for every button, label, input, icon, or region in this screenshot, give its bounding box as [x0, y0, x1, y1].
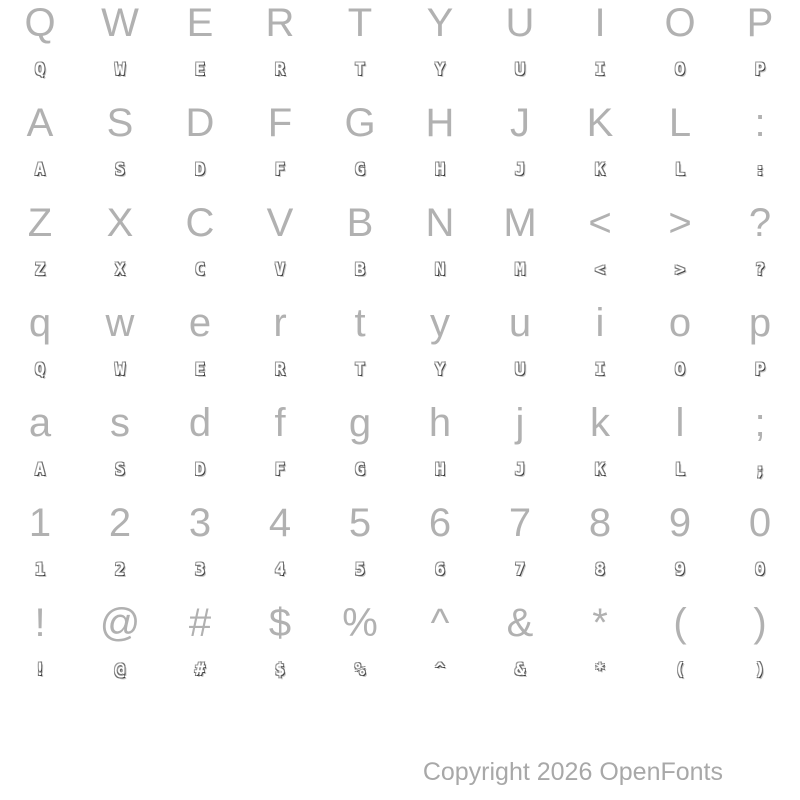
glyph-cell: > — [668, 201, 692, 245]
row-symbols-preview — [0, 650, 800, 700]
glyph-cell: R — [274, 360, 286, 380]
glyph-cell: @ — [114, 660, 126, 680]
glyph-cell: * — [592, 601, 608, 645]
glyph-cell: O — [664, 1, 696, 45]
glyph-cell: Q — [34, 60, 46, 80]
row-uppercase-qwerty-preview — [0, 50, 800, 100]
row-lowercase-qwerty-reference — [0, 300, 800, 350]
glyph-cell: K — [594, 460, 606, 480]
glyph-cell: @ — [99, 601, 141, 645]
glyph-cell: S — [114, 460, 126, 480]
glyph-cell: ( — [673, 601, 687, 645]
glyph-cell: D — [194, 160, 206, 180]
glyph-cell: B — [346, 201, 374, 245]
glyph-cell: Y — [434, 360, 446, 380]
glyph-cell: 6 — [428, 501, 452, 545]
glyph-cell: ? — [748, 201, 772, 245]
glyph-cell: P — [746, 1, 774, 45]
glyph-cell: J — [510, 101, 530, 145]
glyph-cell: Q — [24, 1, 56, 45]
glyph-cell: s — [110, 401, 130, 445]
glyph-cell: I — [594, 1, 606, 45]
glyph-cell: R — [265, 1, 295, 45]
copyright-text: Copyright 2026 OpenFonts — [422, 758, 723, 786]
row-lowercase-qwerty-preview — [0, 350, 800, 400]
glyph-cell: 1 — [34, 560, 46, 580]
glyph-cell: l — [675, 401, 685, 445]
glyph-cell: H — [434, 160, 446, 180]
glyph-cell: E — [194, 360, 206, 380]
glyph-cell: I — [594, 360, 606, 380]
glyph-cell: M — [514, 260, 526, 280]
glyph-cell: V — [266, 201, 294, 245]
glyph-cell: U — [514, 60, 526, 80]
row-uppercase-zxcv-reference — [0, 200, 800, 250]
glyph-cell: 7 — [508, 501, 532, 545]
copyright-footer — [0, 700, 800, 800]
row-lowercase-asdf-reference — [0, 400, 800, 450]
glyph-cell: ; — [754, 401, 766, 445]
glyph-cell: K — [594, 160, 606, 180]
glyph-cell: % — [354, 660, 366, 680]
glyph-cell: G — [344, 101, 376, 145]
glyph-cell: d — [188, 401, 212, 445]
glyph-cell: q — [28, 301, 52, 345]
glyph-cell: D — [185, 101, 215, 145]
glyph-cell: O — [674, 360, 686, 380]
glyph-cell: o — [668, 301, 692, 345]
glyph-cell: > — [674, 260, 686, 280]
glyph-cell: Z — [27, 201, 53, 245]
glyph-cell: A — [26, 101, 54, 145]
glyph-cell: N — [425, 201, 455, 245]
glyph-cell: * — [594, 660, 606, 680]
glyph-cell: 0 — [754, 560, 766, 580]
glyph-cell: D — [194, 460, 206, 480]
glyph-cell: Y — [434, 60, 446, 80]
glyph-cell: ^ — [430, 601, 450, 645]
glyph-cell: W — [114, 60, 126, 80]
glyph-cell: # — [194, 660, 206, 680]
glyph-cell: 7 — [514, 560, 526, 580]
glyph-cell: H — [425, 101, 455, 145]
glyph-cell: Q — [34, 360, 46, 380]
glyph-cell: V — [274, 260, 286, 280]
glyph-cell: S — [106, 101, 134, 145]
glyph-cell: < — [594, 260, 606, 280]
glyph-cell: Z — [34, 260, 46, 280]
glyph-cell: 4 — [274, 560, 286, 580]
glyph-cell: k — [590, 401, 610, 445]
glyph-cell: u — [508, 301, 532, 345]
glyph-cell: Y — [426, 1, 454, 45]
row-lowercase-asdf-preview — [0, 450, 800, 500]
glyph-cell: J — [514, 160, 526, 180]
glyph-cell: f — [274, 401, 286, 445]
glyph-cell: : — [754, 101, 766, 145]
glyph-cell: G — [354, 160, 366, 180]
glyph-cell: H — [434, 460, 446, 480]
glyph-cell: & — [514, 660, 526, 680]
glyph-cell: C — [185, 201, 215, 245]
glyph-cell: X — [114, 260, 126, 280]
glyph-cell: F — [274, 460, 286, 480]
glyph-cell: h — [428, 401, 452, 445]
glyph-cell: ! — [34, 601, 46, 645]
glyph-cell: 3 — [188, 501, 212, 545]
glyph-cell: $ — [268, 601, 292, 645]
glyph-cell: U — [514, 360, 526, 380]
glyph-cell: 3 — [194, 560, 206, 580]
glyph-cell: # — [188, 601, 212, 645]
glyph-cell: t — [354, 301, 366, 345]
glyph-cell: 0 — [748, 501, 772, 545]
glyph-cell: ( — [674, 660, 686, 680]
row-digits-preview — [0, 550, 800, 600]
glyph-cell: P — [754, 60, 766, 80]
glyph-cell: 2 — [108, 501, 132, 545]
glyph-cell: T — [354, 360, 366, 380]
glyph-cell: T — [347, 1, 373, 45]
glyph-cell: 2 — [114, 560, 126, 580]
glyph-cell: K — [586, 101, 614, 145]
glyph-cell: j — [515, 401, 525, 445]
glyph-cell: r — [273, 301, 287, 345]
glyph-cell: R — [274, 60, 286, 80]
glyph-cell: 8 — [588, 501, 612, 545]
glyph-cell: C — [194, 260, 206, 280]
glyph-cell: y — [430, 301, 450, 345]
glyph-cell: L — [674, 460, 686, 480]
glyph-cell: & — [506, 601, 534, 645]
glyph-cell: G — [354, 460, 366, 480]
glyph-cell: : — [754, 160, 766, 180]
glyph-cell: M — [503, 201, 537, 245]
glyph-cell: ^ — [434, 660, 446, 680]
glyph-cell: 9 — [674, 560, 686, 580]
row-uppercase-asdf-reference — [0, 100, 800, 150]
glyph-cell: L — [674, 160, 686, 180]
glyph-cell: 6 — [434, 560, 446, 580]
glyph-cell: ) — [754, 660, 766, 680]
glyph-cell: O — [674, 60, 686, 80]
glyph-cell: X — [106, 201, 134, 245]
row-digits-reference — [0, 500, 800, 550]
glyph-cell: I — [594, 60, 606, 80]
glyph-cell: < — [588, 201, 612, 245]
glyph-cell: F — [274, 160, 286, 180]
glyph-cell: ! — [34, 660, 46, 680]
glyph-cell: % — [342, 601, 378, 645]
row-uppercase-qwerty-reference — [0, 0, 800, 50]
glyph-cell: S — [114, 160, 126, 180]
glyph-cell: 5 — [348, 501, 372, 545]
row-uppercase-zxcv-preview — [0, 250, 800, 300]
glyph-cell: E — [194, 60, 206, 80]
glyph-cell: 9 — [668, 501, 692, 545]
glyph-cell: 4 — [268, 501, 292, 545]
glyph-cell: J — [514, 460, 526, 480]
glyph-cell: a — [28, 401, 52, 445]
glyph-cell: $ — [274, 660, 286, 680]
glyph-cell: A — [34, 460, 46, 480]
glyph-cell: U — [505, 1, 535, 45]
glyph-cell: w — [105, 301, 135, 345]
glyph-cell: 8 — [594, 560, 606, 580]
glyph-cell: W — [101, 1, 139, 45]
row-symbols-reference — [0, 600, 800, 650]
glyph-cell: E — [186, 1, 214, 45]
glyph-cell: L — [668, 101, 692, 145]
glyph-cell: e — [188, 301, 212, 345]
glyph-cell: ? — [754, 260, 766, 280]
glyph-cell: P — [754, 360, 766, 380]
glyph-cell: 1 — [28, 501, 52, 545]
glyph-cell: i — [595, 301, 605, 345]
glyph-cell: 5 — [354, 560, 366, 580]
glyph-cell: ) — [753, 601, 767, 645]
glyph-cell: g — [348, 401, 372, 445]
glyph-cell: B — [354, 260, 366, 280]
glyph-cell: N — [434, 260, 446, 280]
glyph-cell: W — [114, 360, 126, 380]
glyph-cell: p — [748, 301, 772, 345]
glyph-cell: ; — [754, 460, 766, 480]
glyph-cell: T — [354, 60, 366, 80]
row-uppercase-asdf-preview — [0, 150, 800, 200]
glyph-cell: F — [267, 101, 293, 145]
glyph-cell: A — [34, 160, 46, 180]
